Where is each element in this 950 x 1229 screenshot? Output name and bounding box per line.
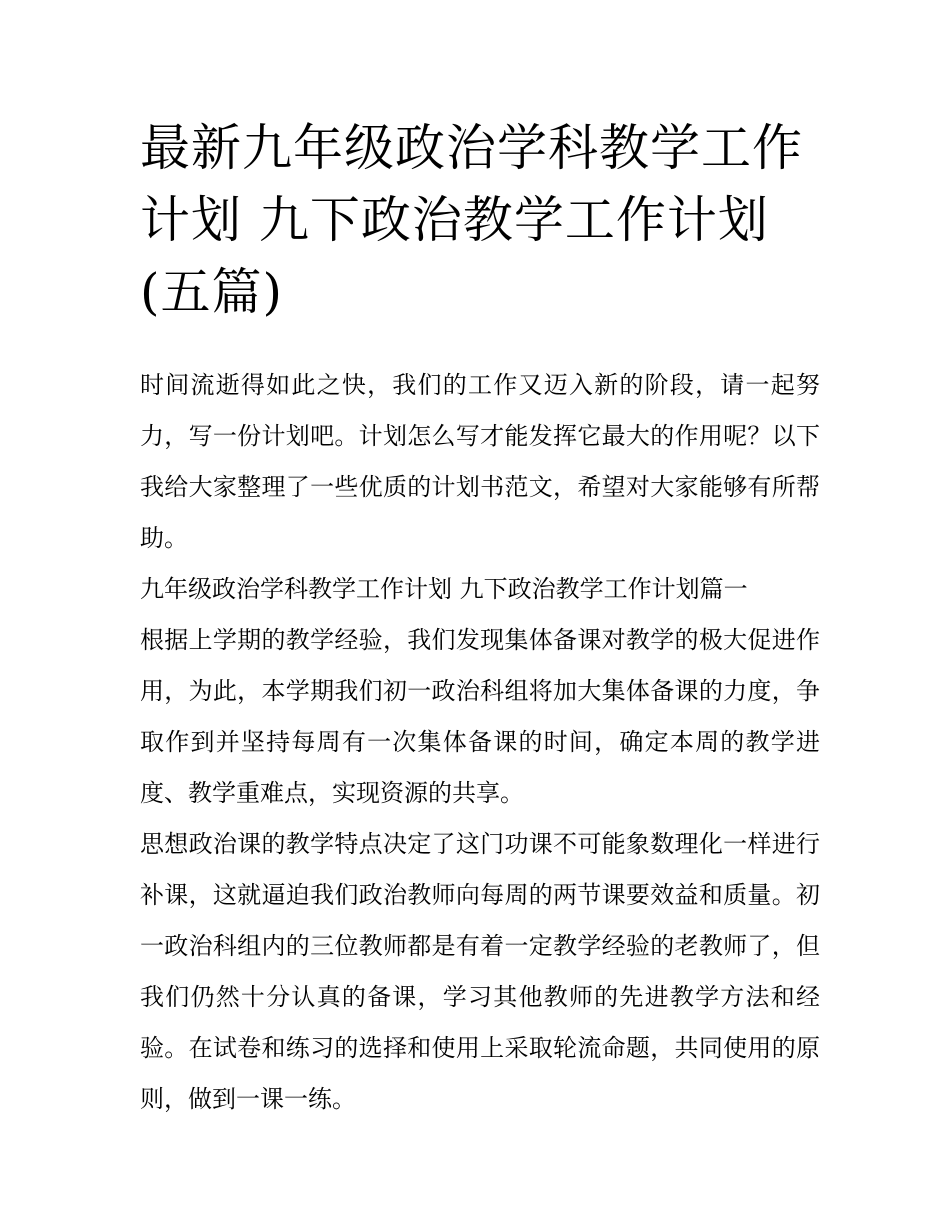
body-paragraph-2: 思想政治课的教学特点决定了这门功课不可能象数理化一样进行补课，这就逼迫我们政治教师向每周的两节课要效益和质量。初一政治科组内的三位教师都是有着一定教学经验的老教师了，但我们仍然十分认真的备课，学习其他教师的先进教学方法和经验。在试卷和练习的选择和使用上采取轮流命题，共同使用的原则，做到一课一练。 <box>140 830 820 1113</box>
section-heading: 九年级政治学科教学工作计划 九下政治教学工作计划篇一 <box>140 575 748 603</box>
document-body <box>140 360 820 1125</box>
intro-paragraph: 时间流逝得如此之快，我们的工作又迈入新的阶段，请一起努力，写一份计划吧。计划怎么写才能发挥它最大的作用呢？以下我给大家整理了一些优质的计划书范文，希望对大家能够有所帮助。 <box>140 371 820 552</box>
body-paragraph-1: 根据上学期的教学经验，我们发现集体备课对教学的极大促进作用，为此，本学期我们初一政治科组将加大集体备课的力度，争取作到并坚持每周有一次集体备课的时间，确定本周的教学进度、教学重难点，实现资源的共享。 <box>140 626 820 807</box>
document-title: 最新九年级政治学科教学工作计划 九下政治教学工作计划(五篇) <box>140 119 803 321</box>
